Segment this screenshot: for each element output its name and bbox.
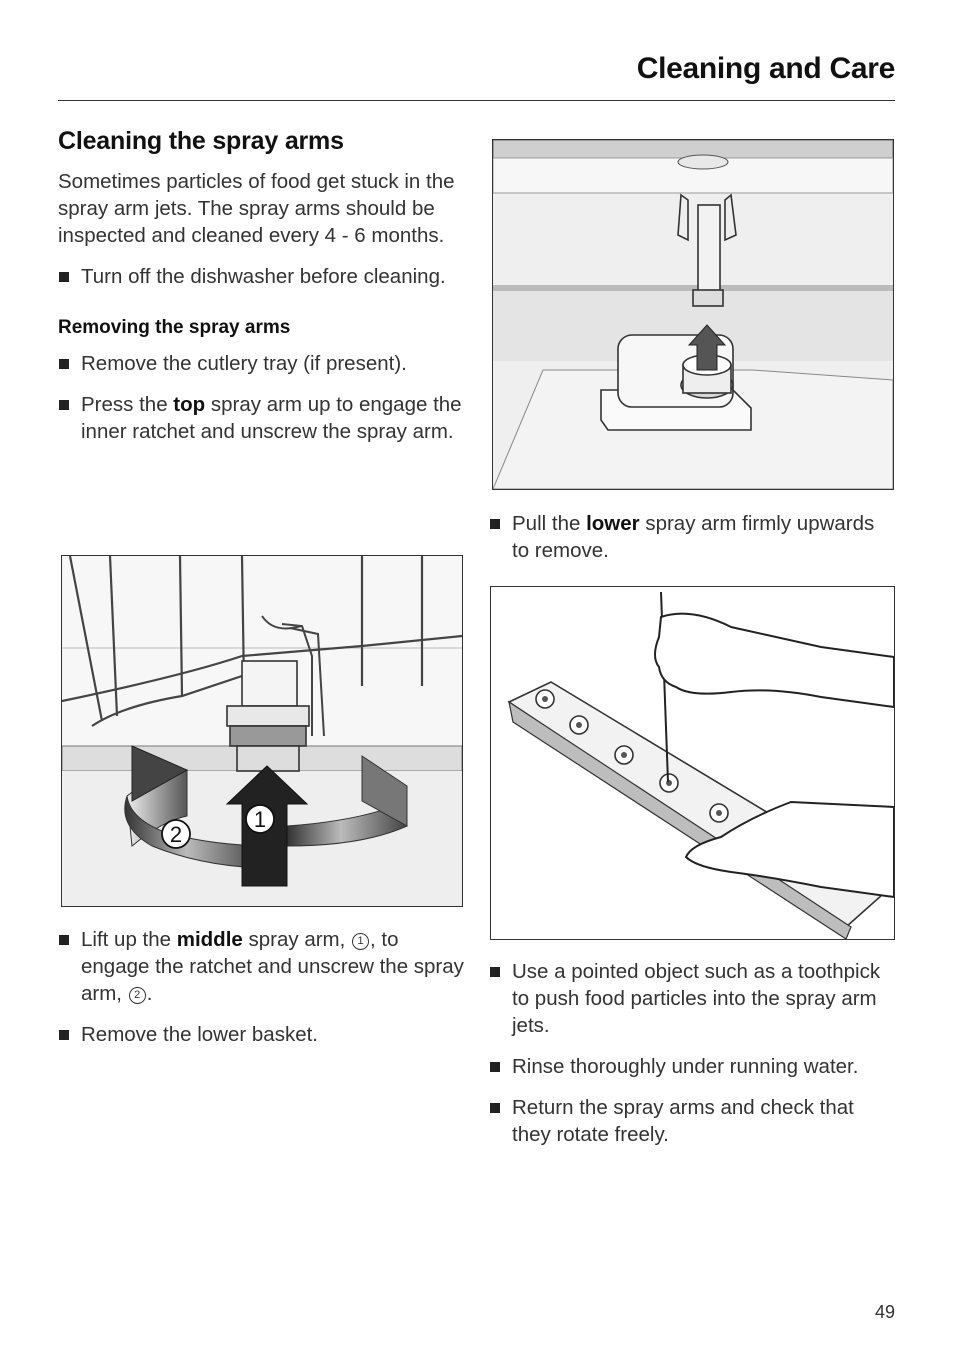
bullet-toothpick: Use a pointed object such as a toothpick to push food particles into the spray arm jets. [489,958,895,1039]
step-1-ref: 1 [352,933,369,950]
intro-paragraph: Sometimes particles of food get stuck in the spray arm jets. The spray arms should be inspected and cleaned every 4 - 6 months. [58,170,455,247]
page-number: 49 [874,1302,895,1322]
section-title: Cleaning the spray arms [58,127,344,155]
step-2-label: 2 [169,822,183,847]
right-column-lower [489,958,895,1162]
step-1-label: 1 [253,807,267,832]
bullet-top-spray-arm: Press the top spray arm up to engage the inner ratchet and unscrew the spray arm. [58,391,468,445]
figure-top-spray-arm [492,139,894,490]
page-header-title: Cleaning and Care [636,52,895,85]
bullet-lower-spray-arm: Pull the lower spray arm firmly upwards to remove. [489,510,895,564]
sub-heading-removing: Removing the spray arms [58,317,291,338]
header-divider [58,100,895,101]
bullet-cutlery-tray: Remove the cutlery tray (if present). [58,350,468,377]
top-spray-arm-illustration [493,140,893,489]
bullet-return-arms: Return the spray arms and check that they rotate freely. [489,1094,895,1148]
bullet-rinse: Rinse thoroughly under running water. [489,1053,895,1080]
left-column-lower [58,926,468,1062]
middle-spray-arm-illustration [62,556,462,906]
figure-cleaning-jets [490,586,895,940]
left-column [58,124,468,459]
bullet-turn-off: Turn off the dishwasher before cleaning. [58,263,468,290]
bullet-lower-basket: Remove the lower basket. [58,1021,468,1048]
step-2-ref: 2 [129,987,146,1004]
cleaning-jets-illustration [491,587,894,939]
bullet-middle-spray-arm: Lift up the middle spray arm, 1 , to engage the ratchet and unscrew the spray arm, 2 . [58,926,468,1007]
right-column-upper [489,510,895,578]
figure-middle-spray-arm [61,555,463,907]
